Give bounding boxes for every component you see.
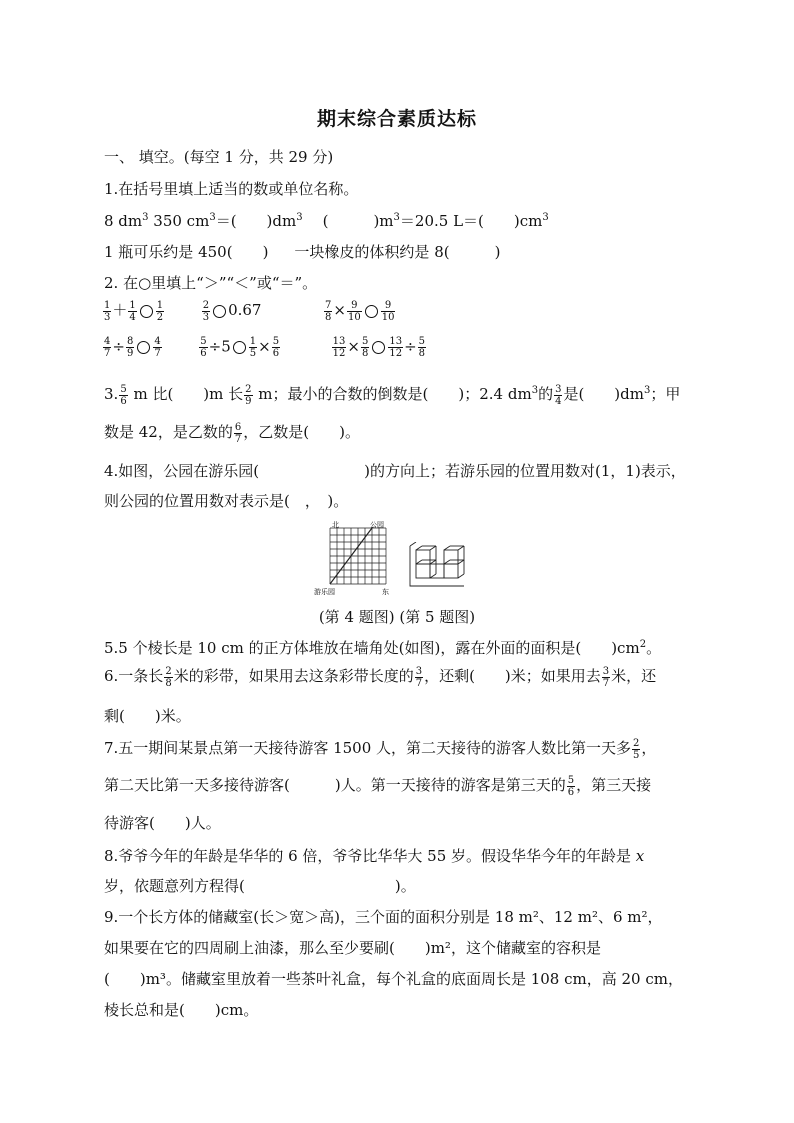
question-4-line-2: 则公园的位置用数对表示是( ， )。: [104, 492, 349, 510]
question-7-line-1: 7.五一期间某景点第一天接待游客 1500 人，第二天接待的游客人数比第一天多 $\frac{2}{5}$ ，: [104, 737, 657, 761]
compare-circle[interactable]: [213, 305, 226, 318]
label-east: 东: [382, 588, 389, 596]
figure-captions: (第 4 题图) (第 5 题图): [318, 608, 476, 626]
compare-circle[interactable]: [372, 341, 385, 354]
question-6-line-2: 剩( )米。: [104, 707, 191, 725]
question-5: 5.5 个棱长是 10 cm 的正方体堆放在墙角处(如图)，露在外面的面积是( )$cm^2$。: [104, 639, 662, 657]
page-title: 期末综合素质达标: [316, 108, 477, 130]
question-9-line-3: ( )m³。储藏室里放着一些茶叶礼盒，每个礼盒的底面周长是 108 cm，高 20 cm，: [104, 970, 683, 988]
label-amusement-park: 游乐园: [314, 588, 335, 596]
label-north: 北: [332, 521, 339, 529]
question-2-stem: 2. 在○里填上“＞”“＜”或“＝”。: [104, 274, 318, 292]
compare-row-2: $\frac{4}{7}$ ÷ $\frac{8}{9}$ $\frac{4}{7}$ $\frac{5}{6}$ ÷5 $\frac{1}{5}$ × $\frac{5}{6}$ $\frac{13}{12}$ × $\frac{5}{8}$ $\frac{13}{12}$ ÷ $\frac{5}{8}$: [104, 336, 426, 359]
question-3-line-1: 3. $\frac{5}{6}$ m 比( )m 长 $\frac{2}{9}$ m；最小的合数的倒数是( )；2.4 $dm^3$的 $\frac{3}{4}$ 是( )$dm^3$；甲: [104, 383, 681, 407]
question-3-line-2: 数是 42，是乙数的 $\frac{6}{7}$ ，乙数是( )。: [104, 421, 360, 445]
question-7-line-2: 第二天比第一天多接待游客( )人。第一天接待的游客是第三天的 $\frac{5}{6}$ ，第三天接: [104, 774, 652, 798]
question-8-line-1: 8.爷爷今年的年龄是华华的 6 倍，爷爷比华华大 55 岁。假设华华今年的年龄是 x: [104, 847, 645, 865]
figure-5-stacked-cubes: [402, 542, 468, 592]
question-1-line-1: 8 $dm^3$ 350 $cm^3=$( )$dm^3$ ( )$m^3=20.5$ L＝( )$cm^3$: [104, 212, 549, 230]
question-1-line-2: 1 瓶可乐约是 450( ) 一块橡皮的体积约是 8( ): [104, 243, 501, 261]
question-9-line-2: 如果要在它的四周刷上油漆，那么至少要刷( )m²，这个储藏室的容积是: [104, 939, 601, 957]
question-7-line-3: 待游客( )人。: [104, 814, 221, 832]
compare-circle[interactable]: [140, 305, 153, 318]
question-6-line-1: 6.一条长 $\frac{2}{8}$ 米的彩带，如果用去这条彩带长度的 $\frac{3}{7}$ ，还剩( )米；如果用去 $\frac{3}{7}$ 米，还: [104, 665, 657, 689]
figure-4-grid-map: [312, 518, 396, 596]
question-8-line-2: 岁，依题意列方程得( )。: [104, 877, 416, 895]
section-heading: 一、 填空。(每空 1 分，共 29 分): [104, 148, 334, 166]
compare-circle[interactable]: [365, 305, 378, 318]
label-park: 公园: [370, 521, 384, 529]
question-1-stem: 1.在括号里填上适当的数或单位名称。: [104, 180, 359, 198]
question-9-line-4: 棱长总和是( )cm。: [104, 1001, 259, 1019]
question-9-line-1: 9.一个长方体的储藏室(长＞宽＞高)，三个面的面积分别是 18 m²、12 m²、6 m²，: [104, 908, 663, 926]
compare-circle[interactable]: [137, 341, 150, 354]
question-4-line-1: 4.如图，公园在游乐园( )的方向上；若游乐园的位置用数对(1，1)表示，: [104, 462, 686, 480]
compare-circle[interactable]: [233, 341, 246, 354]
compare-row-1: $\frac{1}{3}$ ＋ $\frac{1}{4}$ $\frac{1}{2}$ $\frac{2}{3}$ 0.67 $\frac{7}{8}$ × $\frac{9}{10}$ $\frac{9}{10}$: [104, 299, 395, 323]
